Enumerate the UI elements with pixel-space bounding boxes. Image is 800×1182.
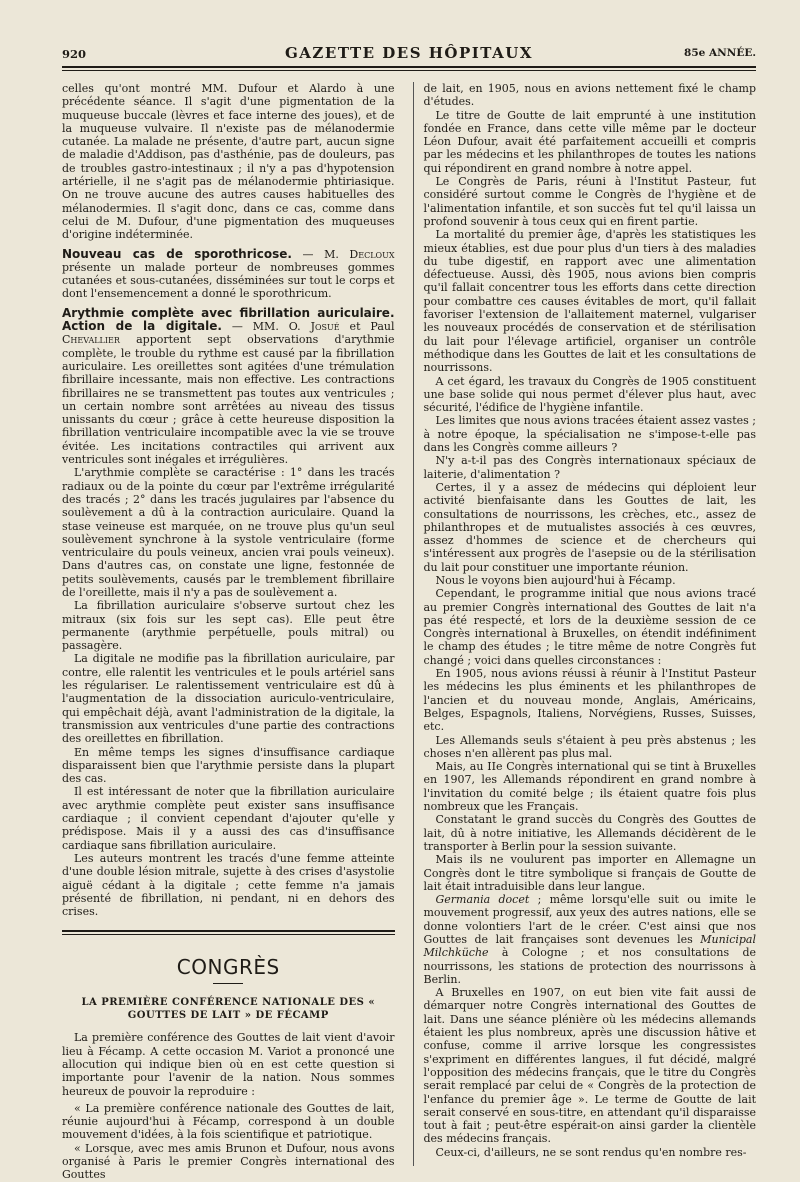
page-header (62, 0, 756, 70)
paragraph: Les auteurs montrent les tracés d'une femme atteinte d'une double lésion mitrale, sujette à des crises d'asystolie aiguë cédant à la digitale ; cette femme n'a jamais présenté de fibrillation, ni pendant, ni en dehors des crises. (62, 851, 395, 919)
right-column (422, 82, 757, 1166)
article-subtitle: LA PREMIÈRE CONFÉRENCE NATIONALE DES « GOUTTES DE LAIT » DE FÉCAMP (81, 997, 376, 1022)
paragraph: Nous le voyons bien aujourd'hui à Fécamp. (435, 573, 676, 587)
paragraph: La fibrillation auriculaire s'observe surtout chez les mitraux (six fois sur les sept cas). Elle peut être permanente (arythmie perpétuelle, pouls mitral) ou passagère. (62, 599, 395, 653)
paragraph: En même temps les signes d'insuffisance cardiaque disparaissent bien que l'arythmie persiste dans la plupart des cas. (62, 745, 395, 786)
author-name: Chevallier (62, 333, 120, 347)
paragraph: Le Congrès de Paris, réuni à l'Institut Pasteur, fut considéré surtout comme le Congrès de l'hygiène et de l'alimentation infantile, et son succès fut tel qu'il laissa un profond souvenir à tous ceux qui en firent partie. (423, 175, 757, 228)
year-label: 85e ANNÉE. (684, 47, 756, 59)
author-name: Josué (310, 320, 340, 334)
text-fragment: ; même lorsqu'elle suit ou imite le mouvement progressif, aux yeux des autres nations, elle se donne volontiers l'art de le créer. C'est ainsi que nos Gouttes de lait françaises sont devenues les (423, 893, 757, 946)
arythmie-paragraph (62, 307, 395, 467)
paragraph: Mais ils ne voulurent pas importer en Allemagne un Congrès dont le titre symbolique si français de Goutte de lait était intraduisible dans leur langue. (423, 853, 757, 893)
paragraph: de lait, en 1905, nous en avions nettement fixé le champ d'études. (423, 82, 757, 109)
text-fragment: — MM. O. (221, 320, 311, 334)
text-fragment: apportent sept observations d'arythmie complète, le trouble du rythme est causé par la fibrillation auriculaire. Les oreillettes sont agitées d'une trémulation fibrillaire incessante, mais non effective. Les contractions fibrillaires ne se transmettent pas toutes aux ventricules ; un certain nombre sont arrêtées au niveau des tissus unissants du cœur ; grâce à cette heureuse disposition la fibrillation ventriculaire incompatible avec la vie se trouve évitée. Les incitations contractiles qui arrivent aux ventricules sont inégales et irrégulières. (62, 333, 395, 467)
paragraph: Les limites que nous avions tracées étaient assez vastes ; à notre époque, la spécialisation ne s'impose-t-elle pas dans les Congrès comme ailleurs ? (423, 414, 757, 455)
paragraph (424, 893, 757, 986)
paragraph: Les Allemands seuls s'étaient à peu près abstenus ; les choses n'en allèrent pas plus mal. (423, 733, 757, 760)
page-number: 920 (62, 47, 87, 61)
paragraph: En 1905, nous avions réussi à réunir à l'Institut Pasteur les médecins les plus éminents et les philanthropes de l'ancien et du nouveau monde, Anglais, Américains, Belges, Espagnols, Italiens, Norvégiens, Russes, Suisses, etc. (423, 667, 757, 734)
paragraph: A Bruxelles en 1907, on eut bien vite fait aussi de démarquer notre Congrès international des Gouttes de lait. Dans une séance plénière où les médecins allemands étaient les plus nombreux, après une discussion hâtive et confuse, comme il arrive lorsque les congressistes s'expriment en différentes langues, il fut décidé, malgré l'opposition des médecins français, que le titre du Congrès serait remplacé par celui de « Congrès de la protection de l'enfance du premier âge ». Le terme de Goutte de lait serait conservé en sous-titre, en attendant qu'il disparaisse tout à fait ; peut-être espérait-on ainsi garder la clientèle des médecins français. (423, 986, 757, 1146)
text-fragment: — M. (291, 247, 350, 261)
paragraph: Certes, il y a assez de médecins qui déploient leur activité bienfaisante dans les Gouttes de lait, les consultations de nourrissons, les crèches, etc., assez de philanthropes et de mutualistes associés à ces œuvres, assez d'hommes de science et de chercheurs qui s'intéressent aux progrès de l'asepsie ou de la stérilisation du lait pour constituer une importante réunion. (423, 480, 757, 574)
text-fragment: à Cologne ; et nos consultations de nourrissons, les stations de protection des nourrissons à Berlin. (423, 946, 757, 986)
paragraph: Cependant, le programme initial que nous avions tracé au premier Congrès international des Gouttes de lait n'a pas été respecté, et lors de la deuxième session de ce Congrès international à Bruxelles, on étendit indéfiniment le champ des études ; le titre même de notre Congrès fut changé ; voici dans quelles circonstances : (423, 587, 757, 667)
arythmie-title: Arythmie complète avec fibrillation auriculaire. Action de la digitale. (62, 305, 395, 334)
paragraph: La digitale ne modifie pas la fibrillation auriculaire, par contre, elle ralentit les ventricules et le pouls artériel sans les régulariser. Le ralentissement ventriculaire est dû à l'augmentation de la dissociation auriculo-ventriculaire, qui empêchait déjà, avant l'administration de la digitale, la transmission aux ventricules d'une partie des contractions des oreillettes en fibrillation. (62, 652, 395, 746)
paragraph: La mortalité du premier âge, d'après les statistiques les mieux établies, est due pour plus d'un tiers à des maladies du tube digestif, en rapport avec une alimentation défectueuse. Aussi, dès 1905, nous avions bien compris qu'il fallait concentrer tous les efforts dans cette direction pour combattre ces causes évitables de mort, qu'il fallait favoriser l'extension de l'allaitement maternel, vulgariser les nouveaux procédés de conservation et de stérilisation du lait pour l'élevage artificiel, organiser un contrôle méthodique dans les Gouttes de lait et les consultations de nourrissons. (423, 228, 757, 375)
text-fragment: et Paul (339, 320, 395, 334)
paragraph: « Lorsque, avec mes amis Brunon et Dufour, nous avons organisé à Paris le premier Congrès international des Gouttes (62, 1141, 395, 1182)
text-columns (62, 82, 757, 1182)
column-divider (413, 82, 414, 1166)
header-rule-thin (62, 70, 756, 71)
sporothricose-paragraph (62, 248, 395, 301)
paragraph: Il est intéressant de noter que la fibrillation auriculaire avec arythmie complète peut exister sans insuffisance cardiaque ; il convient cependant d'ajouter qu'elle y prédispose. Mais il y a aussi des cas d'insuffisance cardiaque sans fibrillation auriculaire. (62, 785, 395, 852)
paragraph: L'arythmie complète se caractérise : 1° dans les tracés radiaux ou de la pointe du cœur par l'extrême irrégularité des tracés ; 2° dans les tracés jugulaires par l'absence du soulèvement a dû à la contraction auriculaire. Quand la stase veineuse est marquée, on ne trouve plus qu'un seul soulèvement synchrone à la systole ventriculaire (forme ventriculaire du pouls veineux, ancien vrai pouls veineux). Dans d'autres cas, on constate une ligne, festonnée de petits soulèvements, causés par le tremblement fibrillaire de l'oreillette, mais il n'y a pas de soulèvement a. (62, 466, 395, 599)
section-divider-thin (62, 934, 395, 935)
italic-phrase: Germania docet (435, 893, 530, 907)
text-fragment: présente un malade porteur de nombreuses gommes cutanées et sous-cutanées, disséminées sur tout le corps et dont l'ensemencement a donné le sporothricum. (62, 260, 395, 301)
italic-phrase: Municipal Milchküche (423, 933, 757, 960)
left-column (62, 82, 405, 1182)
section-divider (62, 930, 395, 932)
journal-title: GAZETTE DES HÔPITAUX (284, 44, 533, 62)
author-name: Decloux (349, 247, 395, 261)
sporothricose-title: Nouveau cas de sporothricose. (62, 246, 292, 261)
short-rule (213, 983, 243, 984)
paragraph: Constatant le grand succès du Congrès des Gouttes de lait, dû à notre initiative, les Allemands décidèrent de le transporter à Berlin pour la session suivante. (423, 813, 757, 853)
paragraph: A cet égard, les travaux du Congrès de 1905 constituent une base solide qui nous permet d'élever plus haut, avec sécurité, l'édifice de l'hygiène infantile. (423, 374, 757, 415)
header-rule (62, 66, 756, 68)
paragraph: « La première conférence nationale des Gouttes de lait, réunie aujourd'hui à Fécamp, correspond à un double mouvement d'idées, à la fois scientifique et patriotique. (62, 1101, 395, 1142)
paragraph: Mais, au IIe Congrès international qui se tint à Bruxelles en 1907, les Allemands répondirent en grand nombre à l'invitation du comité belge ; ils étaient quatre fois plus nombreux que les Français. (423, 760, 757, 814)
paragraph: La première conférence des Gouttes de lait vient d'avoir lieu à Fécamp. A cette occasion M. Variot a prononcé une allocution qui indique bien où en est cette question si importante pour l'avenir de la nation. Nous sommes heureux de pouvoir la reproduire : (62, 1031, 395, 1098)
paragraph: celles qu'ont montré MM. Dufour et Alardo à une précédente séance. Il s'agit d'une pigmentation de la muqueuse buccale (lèvres et face interne des joues), et de la muqueuse vulvaire. Il n'existe pas de mélanodermie cutanée. La malade ne présente, d'autre part, aucun signe de maladie d'Addison, pas d'asthénie, pas de douleurs, pas de troubles gastro-intestinaux ; il n'y a pas d'hypotension artérielle, il ne s'agit pas de mélanodermie phtiriasique. On ne trouve aucune des autres causes habituelles des mélanodermies. Il s'agit donc, dans ce cas, comme dans celui de M. Dufour, d'une pigmentation des muqueuses d'origine indéterminée. (62, 82, 395, 242)
paragraph: N'y a-t-il pas des Congrès internationaux spéciaux de laiterie, d'alimentation ? (423, 454, 757, 481)
paragraph: Ceux-ci, d'ailleurs, ne se sont rendus qu'en nombre res- (435, 1145, 747, 1159)
congres-heading: CONGRÈS (176, 955, 280, 980)
paragraph: Le titre de Goutte de lait emprunté à une institution fondée en France, dans cette ville même par le docteur Léon Dufour, avait été parfaitement accueilli et compris par les médecins et les philanthropes de toutes les nations qui répondirent en grand nombre à notre appel. (423, 108, 757, 175)
